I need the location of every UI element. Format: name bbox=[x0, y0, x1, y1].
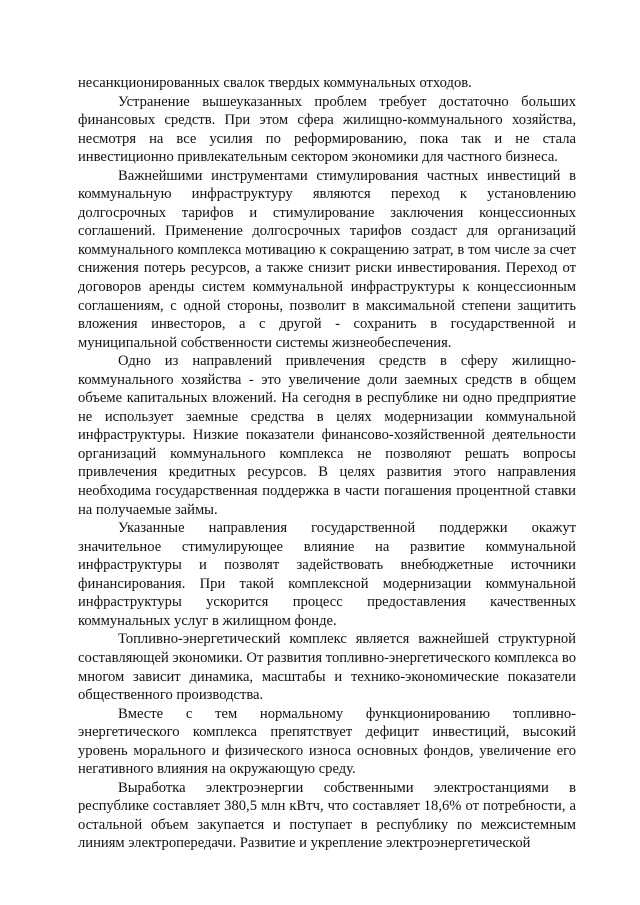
paragraph-5: Указанные направления государственной поддержки окажут значительное стимулирующее влияние на развитие коммунальной инфраструктуры и позволят задействовать внебюджетные источники финансирования. При такой комплексной модернизации коммунальной инфраструктуры ускорится процесс предоставления качественных коммунальных услуг в жилищном фонде. bbox=[78, 520, 576, 629]
paragraph-4: Одно из направлений привлечения средств в сферу жилищно-коммунального хозяйства - это увеличение доли заемных средств в общем объеме капитальных вложений. На сегодня в республике ни одно предприятие не использует заемные средства в целях модернизации коммунальной инфраструктуры. Низкие показатели финансово-хозяйственной деятельности организаций коммунального комплекса не позволяют решать вопросы привлечения кредитных ресурсов. В целях развития этого направления необходима государственная поддержка в части погашения процентной ставки на получаемые займы. bbox=[78, 353, 576, 518]
paragraph-1: несанкционированных свалок твердых коммунальных отходов. bbox=[78, 75, 472, 91]
paragraph-2: Устранение вышеуказанных проблем требует достаточно больших финансовых средств. При этом сфера жилищно-коммунального хозяйства, несмотря на все усилия по реформированию, пока так и не стала инвестиционно привлекательным сектором экономики для частного бизнеса. bbox=[78, 93, 576, 166]
paragraph-6: Топливно-энергетический комплекс является важнейшей структурной составляющей экономики. От развития топливно-энергетического комплекса во многом зависит динамика, масштабы и технико-экономические показатели общественного производства. bbox=[78, 631, 576, 704]
paragraph-3: Важнейшими инструментами стимулирования частных инвестиций в коммунальную инфраструктуру являются переход к установлению долгосрочных тарифов и стимулирование заключения концессионных соглашений. Применение долгосрочных тарифов создаст для организаций коммунального комплекса мотивацию к сокращению затрат, в том числе за счет снижения потерь ресурсов, а также снизит риски инвестирования. Переход от договоров аренды систем коммунальной инфраструктуры к концессионным соглашениям, с одной стороны, позволит в максимальной степени защитить вложения инвесторов, а с другой - сохранить в государственной и муниципальной собственности системы жизнеобеспечения. bbox=[78, 167, 576, 351]
document-page bbox=[78, 74, 576, 853]
paragraph-8: Выработка электроэнергии собственными электростанциями в республике составляет 380,5 млн кВтч, что составляет 18,6% от потребности, а остальной объем закупается и поступает в республику по межсистемным линиям электропередачи. Развитие и укрепление электроэнергетической bbox=[78, 779, 576, 852]
paragraph-7: Вместе с тем нормальному функционированию топливно-энергетического комплекса препятствует дефицит инвестиций, высокий уровень морального и физического износа основных фондов, увеличение его негативного влияния на окружающую среду. bbox=[78, 705, 576, 778]
